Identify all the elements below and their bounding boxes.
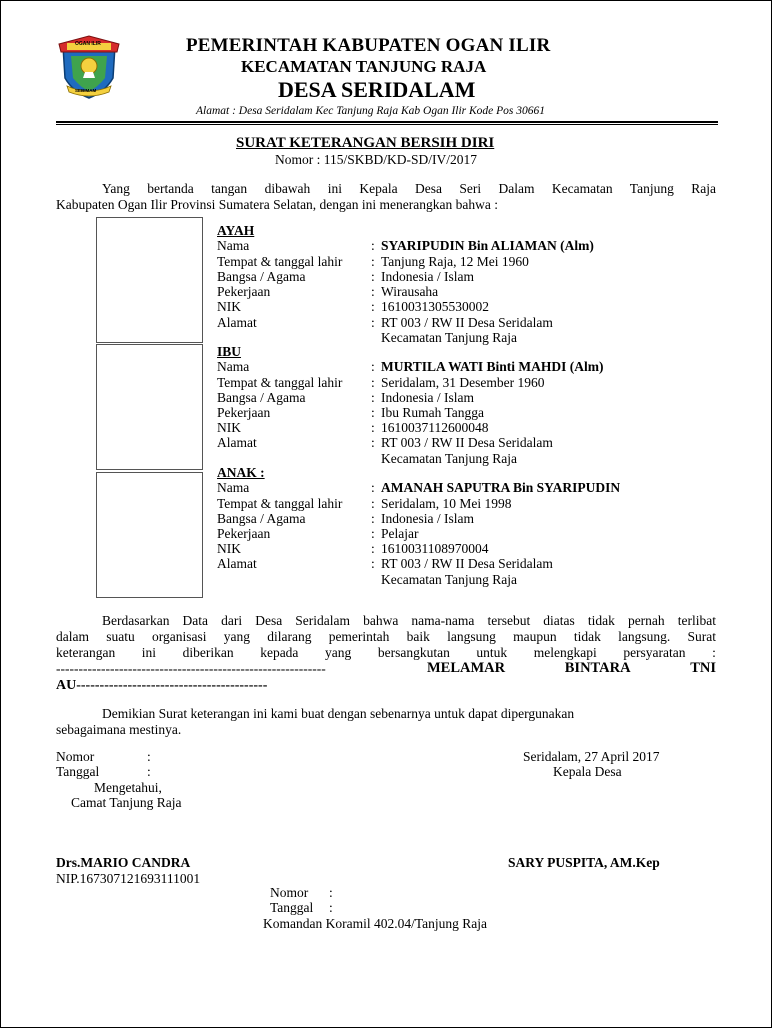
label-ttl: Tempat & tanggal lahir bbox=[217, 375, 343, 390]
body-line-1: Berdasarkan Data dari Desa Seridalam bahwa nama-nama tersebut diatas tidak pernah terlibat bbox=[102, 613, 716, 628]
header-rule-thin bbox=[56, 124, 718, 125]
colon: : bbox=[371, 375, 375, 390]
label-nik: NIK bbox=[217, 541, 241, 556]
label-ttl: Tempat & tanggal lahir bbox=[217, 254, 343, 269]
label-alamat: Alamat bbox=[217, 315, 257, 330]
mengetahui: Mengetahui, bbox=[94, 780, 162, 795]
anak-nik: 1610031108970004 bbox=[381, 541, 489, 556]
intro-line-2: Kabupaten Ogan Ilir Provinsi Sumatera Selatan, dengan ini menerangkan bahwa : bbox=[56, 197, 498, 212]
body-line-4-purpose bbox=[427, 660, 716, 677]
label-nik: NIK bbox=[217, 420, 241, 435]
word: untuk bbox=[476, 645, 508, 660]
label-alamat: Alamat bbox=[217, 556, 257, 571]
colon: : bbox=[371, 359, 375, 374]
word: kepada bbox=[260, 645, 299, 660]
ayah-ttl: Tanjung Raja, 12 Mei 1960 bbox=[381, 254, 529, 269]
ayah-agama: Indonesia / Islam bbox=[381, 269, 474, 284]
colon: : bbox=[371, 299, 375, 314]
body-line-5: AU----------------------------------------- bbox=[56, 678, 268, 693]
photo-box-ibu bbox=[96, 344, 203, 470]
ibu-alamat-2: Kecamatan Tanjung Raja bbox=[381, 451, 518, 466]
label-agama: Bangsa / Agama bbox=[217, 511, 306, 526]
label-nik: NIK bbox=[217, 299, 241, 314]
word: keterangan bbox=[56, 645, 116, 660]
colon: : bbox=[329, 900, 333, 915]
label-alamat: Alamat bbox=[217, 435, 257, 450]
section-ayah: AYAH bbox=[217, 223, 255, 238]
anak-ttl: Seridalam, 10 Mei 1998 bbox=[381, 496, 512, 511]
section-ibu: IBU bbox=[217, 344, 242, 359]
colon: : bbox=[371, 315, 375, 330]
ibu-pekerjaan: Ibu Rumah Tangga bbox=[381, 405, 485, 420]
kades-name: SARY PUSPITA, AM.Kep bbox=[508, 855, 660, 870]
colon: : bbox=[371, 480, 375, 495]
body-line-4-dashes: ------------------------------------------------------------ bbox=[56, 661, 326, 676]
header-address: Alamat : Desa Seridalam Kec Tanjung Raja Kab Ogan Ilir Kode Pos 30661 bbox=[196, 105, 546, 117]
header-rule-thick bbox=[56, 121, 718, 123]
colon: : bbox=[371, 284, 375, 299]
label-nama: Nama bbox=[217, 480, 250, 495]
logo-top-text: OGAN ILIR bbox=[75, 41, 101, 47]
document-title: SURAT KETERANGAN BERSIH DIRI bbox=[236, 135, 495, 151]
word: persyaratan bbox=[623, 645, 686, 660]
colon: : bbox=[371, 526, 375, 541]
koramil-title: Komandan Koramil 402.04/Tanjung Raja bbox=[263, 916, 488, 931]
body-line-3 bbox=[56, 645, 716, 661]
camat-title: Camat Tanjung Raja bbox=[71, 795, 182, 810]
intro-line-1: Yang bertanda tangan dibawah ini Kepala Desa Seri Dalam Kecamatan Tanjung Raja bbox=[102, 181, 716, 196]
ibu-agama: Indonesia / Islam bbox=[381, 390, 474, 405]
document-number: Nomor : 115/SKBD/KD-SD/IV/2017 bbox=[275, 152, 478, 167]
label-pekerjaan: Pekerjaan bbox=[217, 526, 271, 541]
sign-nomor-label: Nomor bbox=[56, 749, 95, 764]
kepala-desa-title: Kepala Desa bbox=[553, 764, 622, 779]
ibu-nama: MURTILA WATI Binti MAHDI (Alm) bbox=[381, 359, 604, 374]
anak-agama: Indonesia / Islam bbox=[381, 511, 474, 526]
camat-nip: NIP.167307121693111001 bbox=[56, 871, 201, 886]
word: : bbox=[712, 645, 716, 660]
word: melengkapi bbox=[533, 645, 597, 660]
word: diberikan bbox=[182, 645, 234, 660]
ayah-alamat-2: Kecamatan Tanjung Raja bbox=[381, 330, 518, 345]
anak-nama: AMANAH SAPUTRA Bin SYARIPUDIN bbox=[381, 480, 621, 495]
sign-tanggal-label: Tanggal bbox=[56, 764, 100, 779]
section-anak: ANAK : bbox=[217, 465, 265, 480]
header-village: DESA SERIDALAM bbox=[278, 77, 476, 102]
colon: : bbox=[371, 435, 375, 450]
word: TNI bbox=[690, 660, 716, 676]
word: BINTARA bbox=[564, 660, 631, 676]
anak-pekerjaan: Pelajar bbox=[381, 526, 419, 541]
camat-name: Drs.MARIO CANDRA bbox=[56, 855, 191, 870]
colon: : bbox=[371, 511, 375, 526]
koramil-nomor-label: Nomor bbox=[270, 885, 309, 900]
colon: : bbox=[371, 269, 375, 284]
colon: : bbox=[371, 254, 375, 269]
photo-box-ayah bbox=[96, 217, 203, 343]
colon: : bbox=[371, 238, 375, 253]
photo-box-anak bbox=[96, 472, 203, 598]
colon: : bbox=[371, 541, 375, 556]
closing-line-1: Demikian Surat keterangan ini kami buat dengan sebenarnya untuk dapat dipergunakan bbox=[102, 706, 575, 721]
colon: : bbox=[371, 420, 375, 435]
colon: : bbox=[371, 390, 375, 405]
anak-alamat-1: RT 003 / RW II Desa Seridalam bbox=[381, 556, 553, 571]
logo-bottom-text: SEBIMAM bbox=[75, 88, 97, 93]
koramil-tanggal-label: Tanggal bbox=[270, 900, 314, 915]
label-nama: Nama bbox=[217, 359, 250, 374]
colon: : bbox=[371, 405, 375, 420]
anak-alamat-2: Kecamatan Tanjung Raja bbox=[381, 572, 518, 587]
word: bersangkutan bbox=[377, 645, 450, 660]
ayah-nik: 1610031305530002 bbox=[381, 299, 489, 314]
colon: : bbox=[147, 764, 151, 779]
header-district: KECAMATAN TANJUNG RAJA bbox=[241, 57, 487, 76]
colon: : bbox=[371, 556, 375, 571]
label-pekerjaan: Pekerjaan bbox=[217, 405, 271, 420]
ayah-pekerjaan: Wirausaha bbox=[381, 284, 439, 299]
body-line-2: dalam suatu organisasi yang dilarang pemerintah baik langsung maupun tidak langsung. Surat bbox=[56, 629, 716, 644]
word: MELAMAR bbox=[427, 660, 506, 676]
label-pekerjaan: Pekerjaan bbox=[217, 284, 271, 299]
colon: : bbox=[147, 749, 151, 764]
ayah-alamat-1: RT 003 / RW II Desa Seridalam bbox=[381, 315, 553, 330]
colon: : bbox=[371, 496, 375, 511]
ibu-ttl: Seridalam, 31 Desember 1960 bbox=[381, 375, 545, 390]
colon: : bbox=[329, 885, 333, 900]
word: yang bbox=[325, 645, 352, 660]
label-nama: Nama bbox=[217, 238, 250, 253]
label-ttl: Tempat & tanggal lahir bbox=[217, 496, 343, 511]
ibu-nik: 1610037112600048 bbox=[381, 420, 489, 435]
ibu-alamat-1: RT 003 / RW II Desa Seridalam bbox=[381, 435, 553, 450]
place-date: Seridalam, 27 April 2017 bbox=[523, 749, 660, 764]
header-government: PEMERINTAH KABUPATEN OGAN ILIR bbox=[186, 35, 551, 56]
ayah-nama: SYARIPUDIN Bin ALIAMAN (Alm) bbox=[381, 238, 594, 253]
word: ini bbox=[141, 645, 157, 660]
label-agama: Bangsa / Agama bbox=[217, 269, 306, 284]
label-agama: Bangsa / Agama bbox=[217, 390, 306, 405]
closing-line-2: sebagaimana mestinya. bbox=[56, 722, 182, 737]
